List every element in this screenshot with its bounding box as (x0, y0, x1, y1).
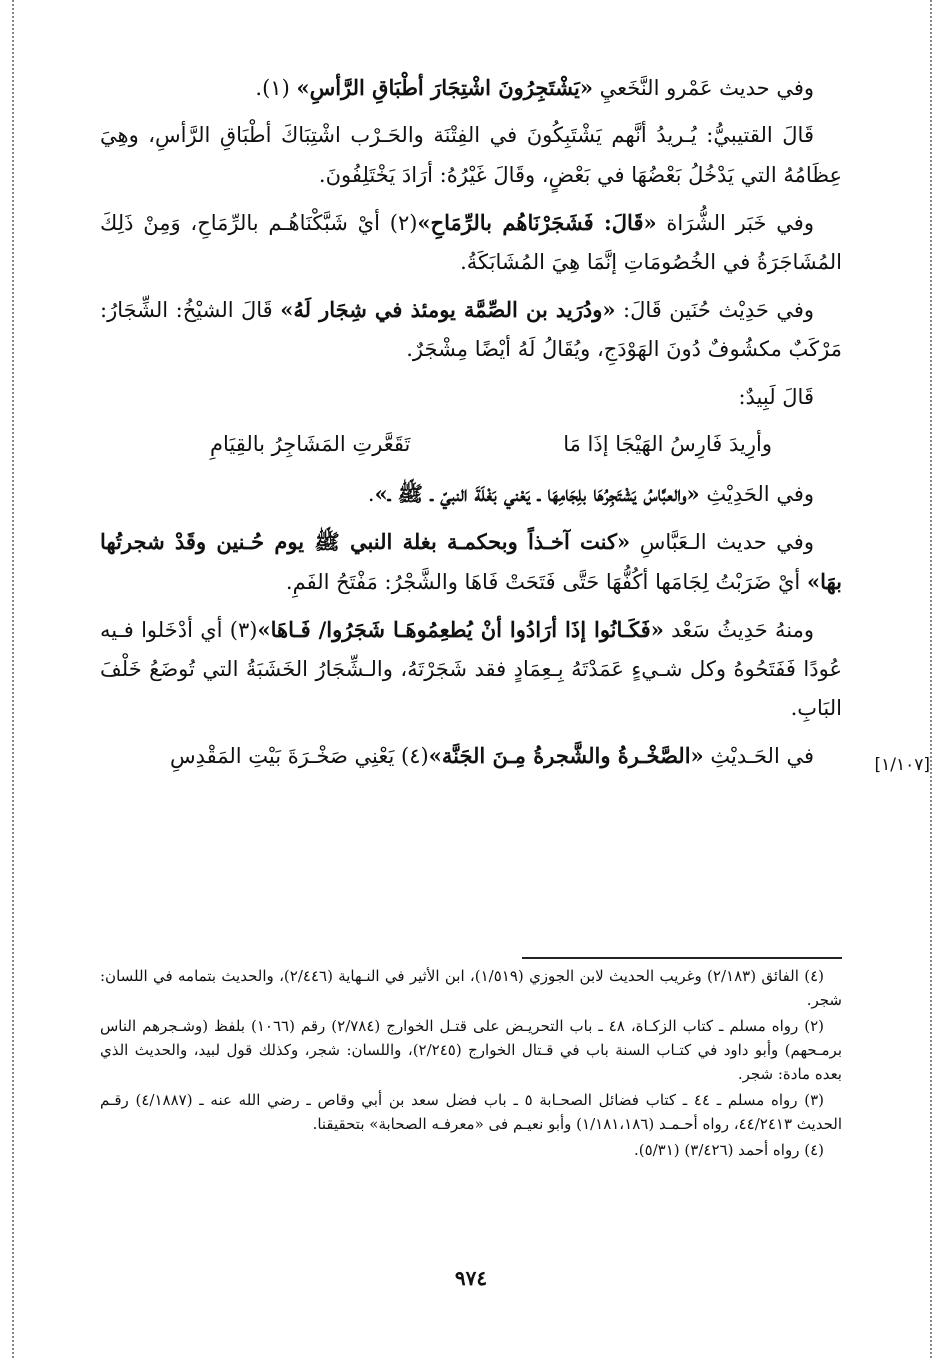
paragraph-rest: . (367, 482, 375, 506)
hadith-quote: «ودُرَيد بن الصِّمَّة يومئذ في شِجَار لَهُ» (280, 297, 616, 322)
hadith-quote: «كنت آخـذاً وبحكمـة بغلة النبي ﷺ يوم حُـنين وقَدْ شجرتُها بهَا» (100, 529, 842, 594)
main-text (100, 68, 842, 784)
paragraph (100, 116, 842, 195)
paragraph-rest: أيْ ضَرَبْتُ لِجَامَها أكُفُّهَا حَتَّى فَتَحَتْ فَاهَا والشَّجْرُ: مَفْتَحُ الفَمِ. (285, 570, 807, 594)
hadith-quote: «فَكَـانُوا إذَا أرَادُوا أنْ يُطعِمُوهَـا شَجَرُوا/ فَـاهَا» (257, 617, 664, 642)
paragraph (100, 610, 842, 728)
paragraph-intro: وفي خَبَر الشُّرَاة (656, 211, 814, 235)
hadith-quote: «قَالَ: فَشَجَرْنَاهُم بالرِّمَاحِ» (417, 210, 657, 235)
paragraph-rest: (٣) أي أدْخَلوا فـيه عُودًا فَفَتَحُوهُ وكل شـيءٍ عَمَدْتَهُ بِـعِمَادٍ فقد شَجَرْتَهُ، والـشِّجَارُ الخَشَبَةُ التي تُوضَعُ خَلْفَ البَابِ. (100, 618, 842, 720)
footnote: (٤) الفائق (٢/١٨٣) وغريب الحديث لابن الجوزي (١/٥١٩)، ابن الأثير في النـهاية (٢/٤٤٦)، والحديث بتمامه في اللسان: شجر. (100, 967, 842, 1009)
page-number: ٩٧٤ (454, 1266, 488, 1290)
poetry-verse (100, 425, 842, 464)
footnote-separator (522, 957, 842, 959)
paragraph (100, 377, 842, 417)
paragraph (100, 203, 842, 282)
binding-edge-left (12, 0, 14, 1358)
paragraph-rest: (١). (255, 76, 297, 100)
footnote: (٤) رواه أحمد (٣/٤٢٦) (٥/٣١). (633, 1141, 824, 1159)
paragraph-rest: (٢) أيْ شَبَّكْنَاهُـم بالرِّمَاحِ، وَمِنْ ذَلِكَ المُشَاجَرَةُ في الخُصُومَاتِ إنَّمَا هِيَ المُشَابَكَةُ. (100, 211, 842, 274)
paragraph (100, 522, 842, 602)
paragraph-rest: (٤) يَعْنِي صَخْـرَةَ بَيْتِ المَقْدِسِ (169, 744, 429, 768)
paragraph (100, 68, 842, 108)
paragraph-intro: قَالَ القتيبيُّ: يُـريدُ أنَّهم يَشْتَبِكُونَ في الفِتْنَة والحَـرْب اشْتِبَاكَ أطْبَاقِ الرَّأسِ، وهِيَ عِظَامُهُ التي يَدْخُلُ بَعْضُهَا في بَعْضٍ، وقَالَ غَيْرُهُ: أرَادَ يَخْتَلِفُونَ. (100, 123, 842, 187)
paragraph-intro: وفي حديث الـعَبَّاسِ (630, 530, 814, 554)
verse-first-hemistich: وأرِيدَ فَارِسُ الهَيْجَا إذَا مَا (563, 432, 772, 456)
verse-second-hemistich: تَقَعَّرتِ المَشَاجِرُ بالقِيَامِ (210, 432, 411, 456)
hadith-quote: «والعبَّاسُ يَشْتَجِرُهَا بلِجَامِهَا ـ يَعْني بَغْلَةَ النبيّ ـ ﷺ ـ» (374, 481, 700, 506)
paragraph-rest: قَالَ الشيْخُ: الشِّجَارُ: مَرْكَبٌ مكشُوفٌ دُونَ الهَوْدَجِ، ويُقَالُ لَهُ أيْضًا مِشْجَرٌ. (100, 298, 842, 361)
binding-edge-right (930, 0, 932, 1358)
paragraph (100, 474, 842, 514)
footnotes (100, 964, 842, 1164)
paragraph-intro: في الحَـديْثِ (703, 744, 814, 768)
margin-page-reference: [١/١٠٧] (874, 755, 930, 775)
paragraph-intro: قَالَ لَبِيدٌ: (738, 385, 814, 409)
paragraph-intro: وفي حديث عَمْرو النَّخَعيِ (592, 76, 814, 100)
paragraph-intro: وفي الحَدِيْثِ (699, 482, 814, 506)
paragraph-intro: وفي حَدِيْث حُنَين قَالَ: (615, 298, 815, 322)
paragraph (100, 736, 842, 776)
hadith-quote: «يَشْتَجِرُونَ اشْتِجَارَ أطْبَاقِ الرَّأسِ» (296, 75, 593, 100)
footnote: (٢) رواه مسلم ـ كتاب الزكـاة، ٤٨ ـ باب التحريـض على قتـل الخوارج (٢/٧٨٤) رقم (١٠٦٦) بلفظ (وشـجرهم الناس برمـحهم) وأبو داود في كتـاب السنة باب في قـتال الخوارج (٢/٢٤٥)، واللسان: شجر، وكذلك قول لبيد، والحديث الذي بعده مادة: شجر. (100, 1017, 842, 1083)
paragraph-intro: ومنهُ حَدِيثُ سَعْد (663, 618, 814, 642)
paragraph (100, 290, 842, 369)
hadith-quote: «الصَّخْـرةُ والشَّجرةُ مِـنَ الجَنَّة» (428, 743, 704, 768)
footnote: (٣) رواه مسلم ـ ٤٤ ـ كتاب فضائل الصحـابة ٥ ـ باب فضل سعد بن أبي وقاص ـ رضي الله عنه ـ (٤/١٨٨٧) رقـم الحديث ٤٤/٢٤١٣، رواه أحـمـد (١/١٨١،١٨٦) وأبو نعيـم فى «معرفـه الصحابة» بتحقيقنا. (100, 1091, 842, 1133)
